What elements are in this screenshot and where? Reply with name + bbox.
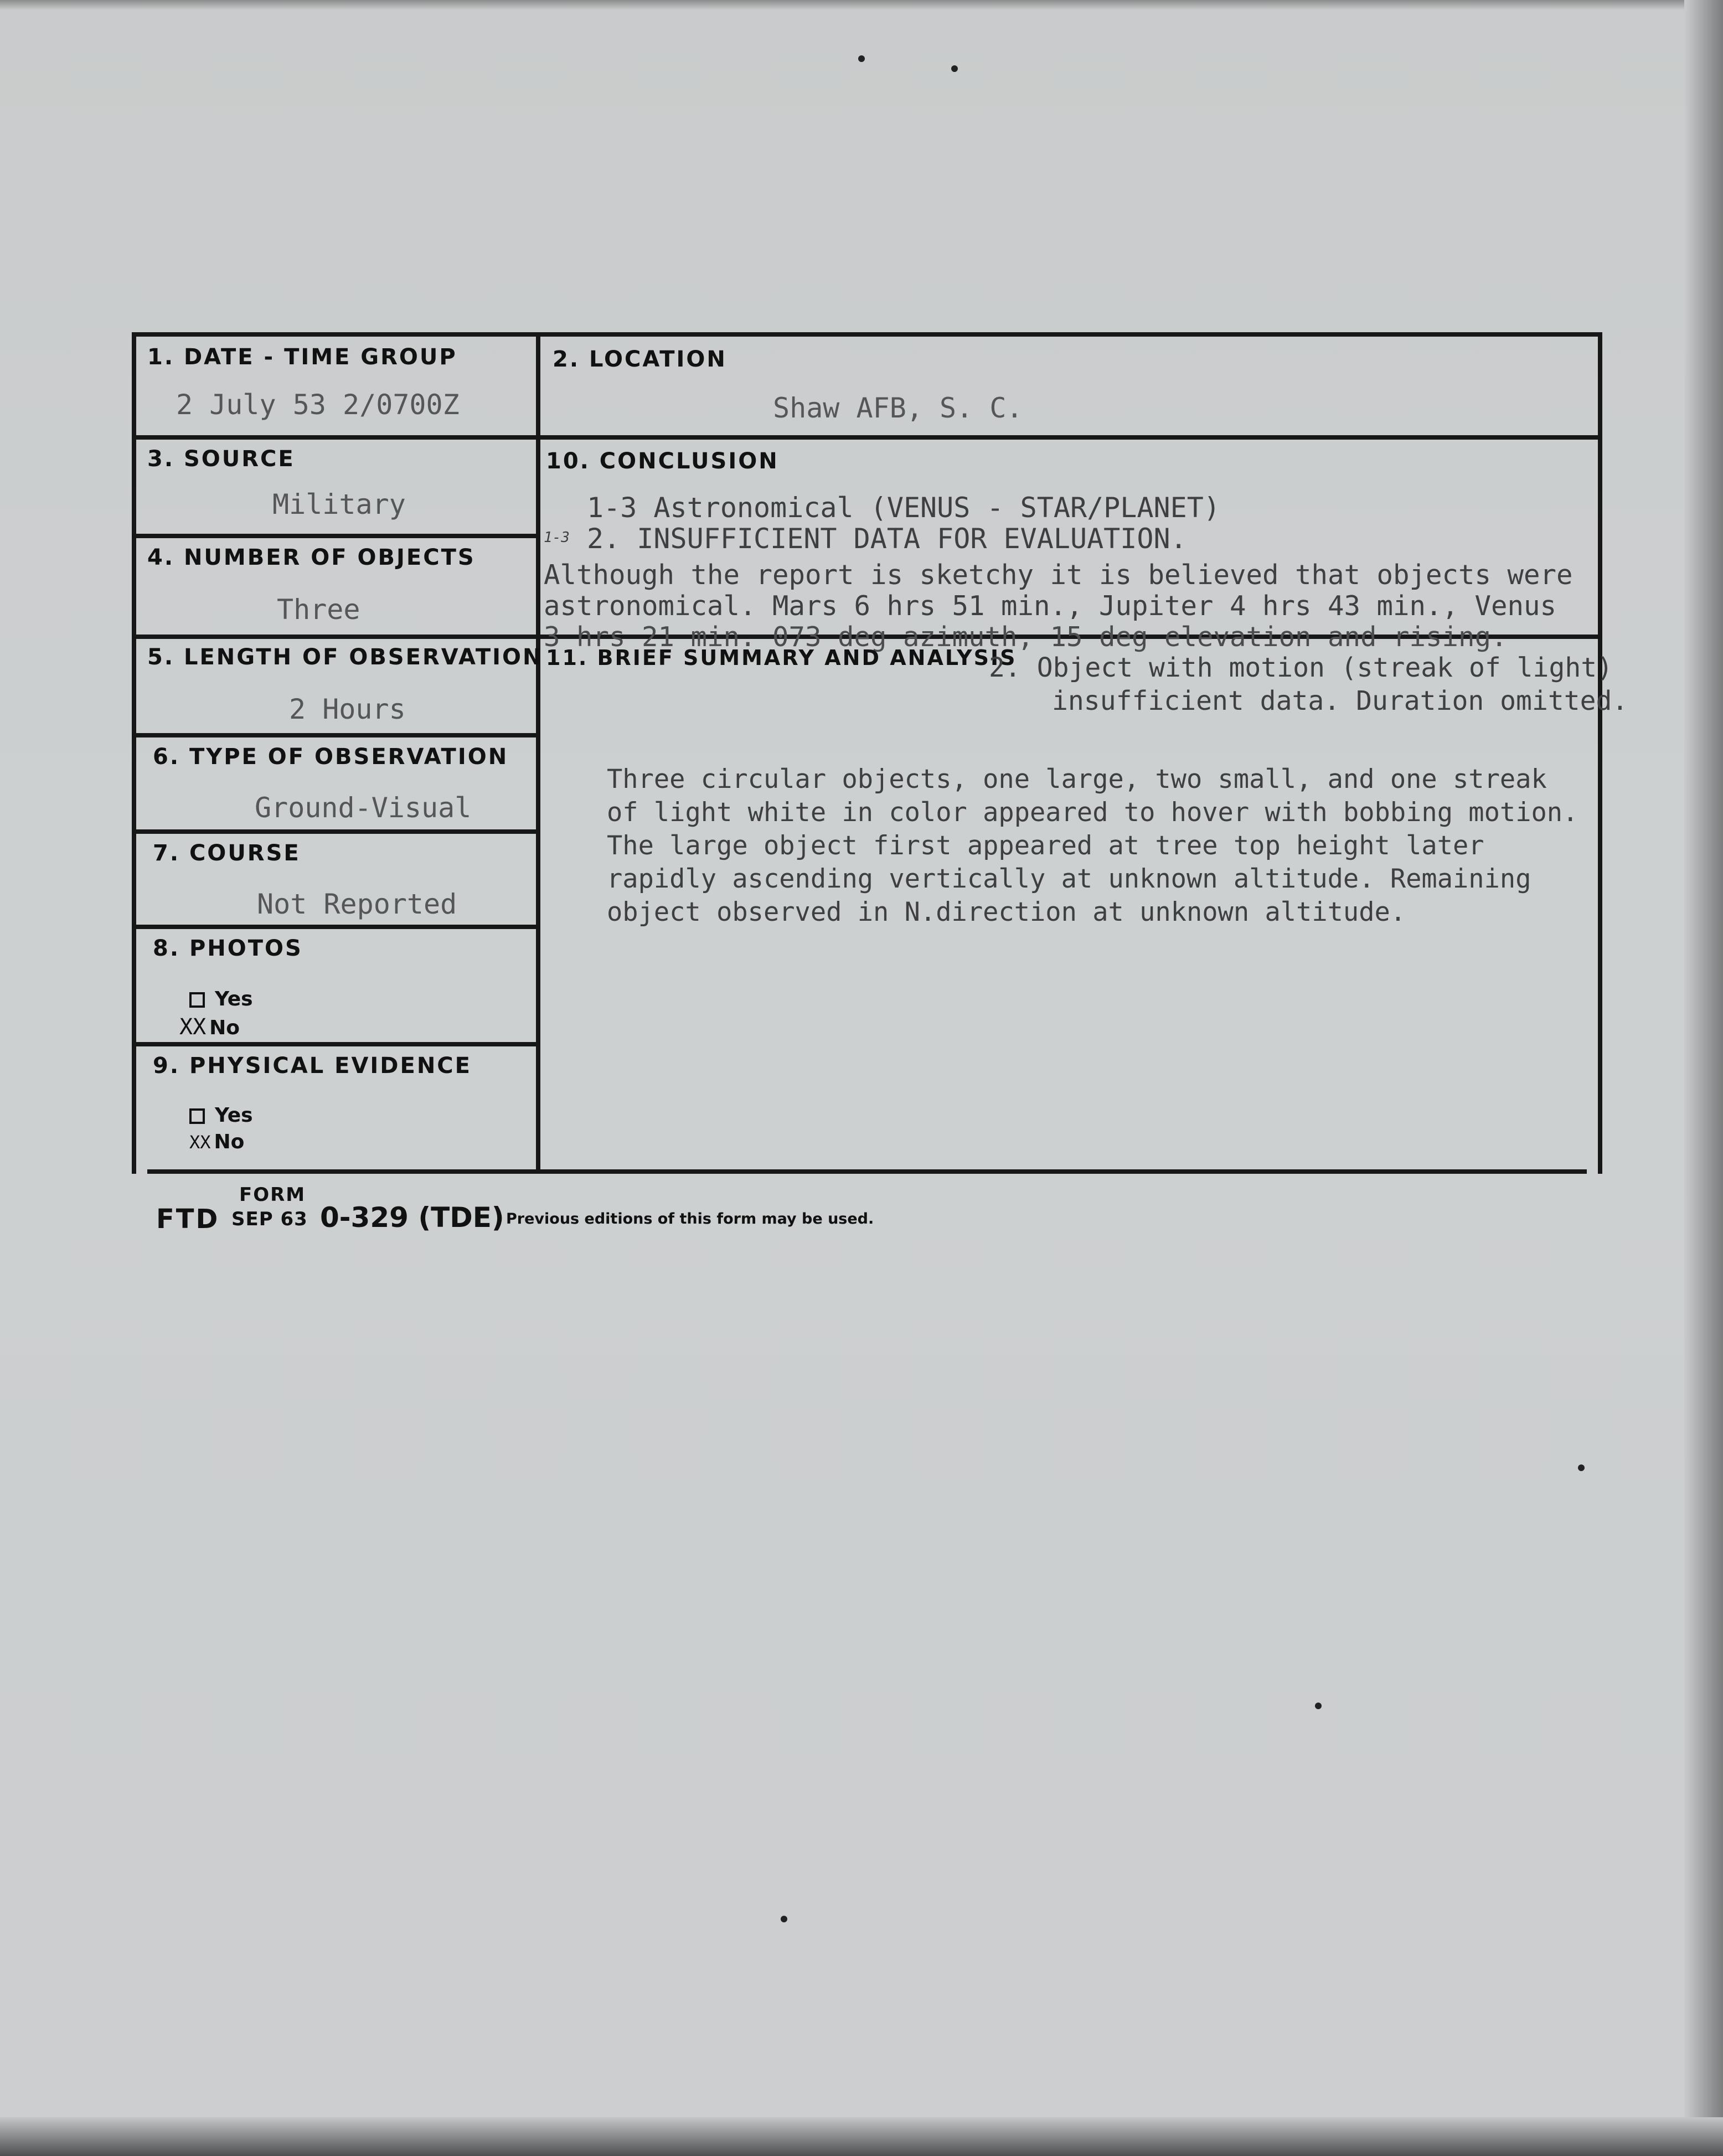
- scan-speck: [1315, 1703, 1322, 1709]
- photos-no-label: No: [209, 1017, 240, 1039]
- scan-right-edge: [1684, 0, 1723, 2156]
- scan-speck: [1578, 1464, 1585, 1471]
- physical-evidence-yes-label: Yes: [215, 1104, 253, 1127]
- footer-date: SEP 63: [231, 1208, 308, 1230]
- project-record-card: [132, 332, 1628, 1174]
- physical-evidence-no-label: No: [214, 1131, 245, 1153]
- conclusion-handwritten-mark: 1-3: [544, 529, 570, 546]
- photos-no-option: [179, 1014, 240, 1040]
- conclusion-line-5: 3 hrs 21 min. 073 deg azimuth, 15 deg elevation and rising.: [544, 621, 1508, 653]
- conclusion-line-1: 1-3 Astronomical (VENUS - STAR/PLANET): [587, 492, 1220, 524]
- summary-note-2: insufficient data. Duration omitted.: [1052, 685, 1628, 716]
- frame-bottom: [147, 1169, 1587, 1174]
- conclusion-line-2: 2. INSUFFICIENT DATA FOR EVALUATION.: [587, 523, 1187, 555]
- summary-label: 11. BRIEF SUMMARY AND ANALYSIS: [546, 646, 1017, 670]
- row-line: [132, 1042, 538, 1046]
- conclusion-label: 10. CONCLUSION: [546, 448, 779, 474]
- number-of-objects-value: Three: [277, 594, 360, 626]
- number-of-objects-label: 4. NUMBER OF OBJECTS: [147, 545, 476, 570]
- conclusion-line-4: astronomical. Mars 6 hrs 51 min., Jupiter 4 hrs 43 min., Venus: [544, 590, 1557, 622]
- row-line: [132, 534, 538, 538]
- row-line: [132, 435, 538, 440]
- scan-speck: [781, 1916, 787, 1922]
- date-time-group-value: 2 July 53 2/0700Z: [176, 389, 460, 421]
- row-line: [536, 435, 1602, 440]
- physical-evidence-yes-option: [189, 1104, 253, 1127]
- photos-label: 8. PHOTOS: [153, 936, 303, 961]
- row-line: [132, 635, 538, 639]
- location-label: 2. LOCATION: [553, 347, 727, 372]
- summary-line-3: The large object first appeared at tree top height later: [607, 831, 1484, 861]
- frame-left: [132, 332, 136, 1174]
- source-value: Military: [272, 488, 406, 520]
- summary-line-1: Three circular objects, one large, two small, and one streak: [607, 764, 1547, 795]
- photos-yes-checkbox: [189, 992, 205, 1008]
- physical-evidence-yes-checkbox: [189, 1108, 205, 1124]
- location-value: Shaw AFB, S. C.: [773, 392, 1023, 424]
- footer-ftd: FTD: [156, 1204, 220, 1235]
- row-line: [132, 733, 538, 737]
- length-of-observation-label: 5. LENGTH OF OBSERVATION: [147, 644, 543, 670]
- physical-evidence-label: 9. PHYSICAL EVIDENCE: [153, 1053, 472, 1079]
- physical-evidence-no-mark: XX: [189, 1132, 211, 1153]
- summary-line-2: of light white in color appeared to hover with bobbing motion.: [607, 797, 1578, 828]
- source-label: 3. SOURCE: [147, 446, 295, 472]
- date-time-group-label: 1. DATE - TIME GROUP: [147, 344, 457, 370]
- row-line: [132, 829, 538, 834]
- photos-no-mark: XX: [179, 1014, 207, 1040]
- type-of-observation-value: Ground-Visual: [255, 792, 472, 824]
- photos-yes-option: [189, 988, 253, 1010]
- frame-right: [1598, 332, 1602, 1174]
- photos-yes-label: Yes: [215, 988, 253, 1010]
- footer-form-number: 0-329 (TDE): [320, 1201, 504, 1234]
- frame-top: [132, 332, 1602, 337]
- summary-note-1: 2. Object with motion (streak of light): [989, 652, 1613, 683]
- scan-speck: [858, 55, 865, 62]
- scan-top-edge: [0, 0, 1723, 10]
- course-value: Not Reported: [257, 888, 457, 920]
- conclusion-line-3: Although the report is sketchy it is believed that objects were: [544, 559, 1573, 591]
- summary-line-5: object observed in N.direction at unknown altitude.: [607, 897, 1406, 927]
- course-label: 7. COURSE: [153, 840, 301, 866]
- summary-line-4: rapidly ascending vertically at unknown altitude. Remaining: [607, 864, 1531, 894]
- scan-speck: [951, 65, 958, 72]
- scan-bottom-edge: [0, 2117, 1723, 2156]
- column-divider: [536, 332, 540, 1174]
- length-of-observation-value: 2 Hours: [289, 693, 406, 725]
- type-of-observation-label: 6. TYPE OF OBSERVATION: [153, 744, 509, 770]
- footer-note: Previous editions of this form may be used.: [506, 1210, 874, 1227]
- row-line: [132, 925, 538, 929]
- footer-form-word: FORM: [239, 1184, 306, 1206]
- physical-evidence-no-option: [189, 1131, 244, 1153]
